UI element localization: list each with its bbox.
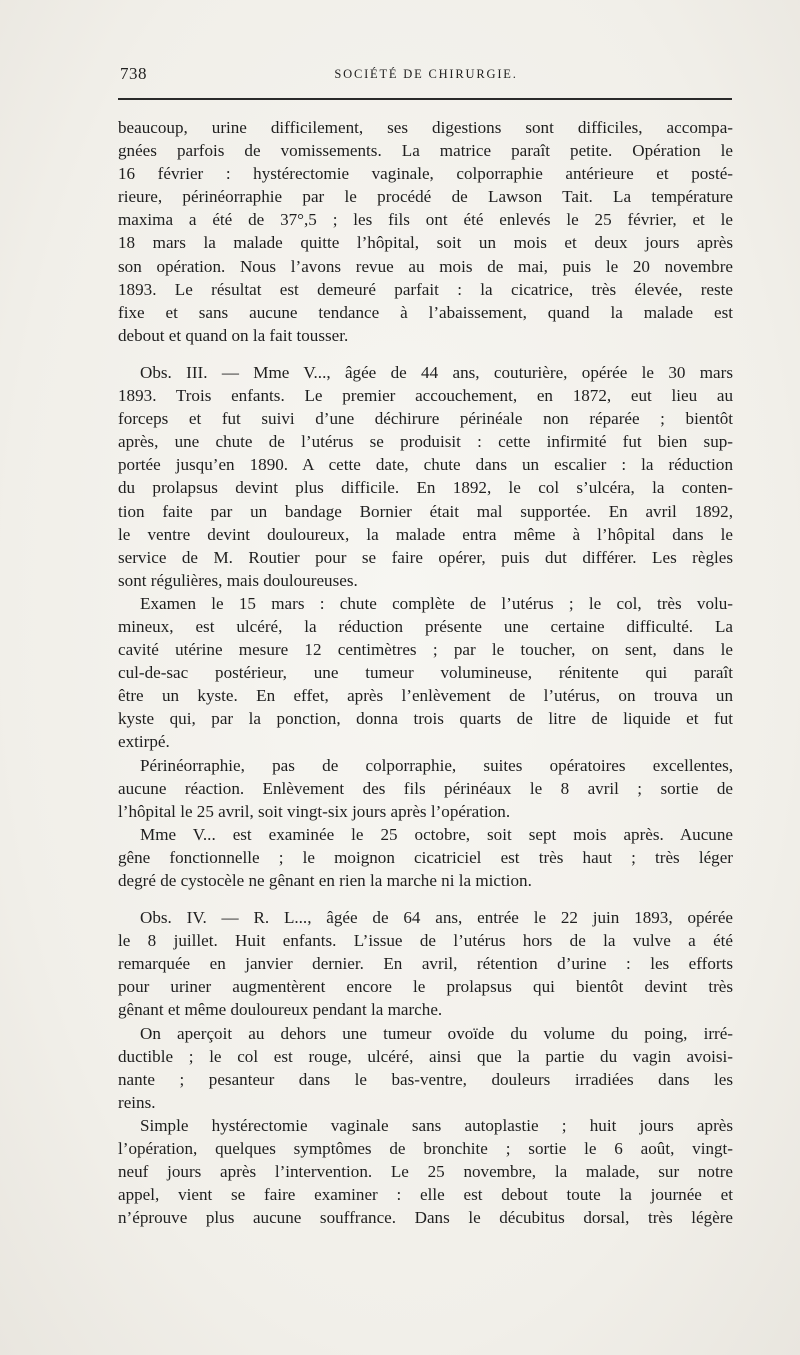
paragraph (118, 1022, 733, 1114)
paragraph-gap (118, 347, 733, 361)
text-line: Obs. III. — Mme V..., âgée de 44 ans, couturière, opérée le 30 mars (140, 362, 733, 382)
text-line: reins. (118, 1092, 156, 1112)
paragraph (118, 361, 733, 592)
text-line: degré de cystocèle ne gênant en rien la marche ni la miction. (118, 871, 532, 890)
running-title: SOCIÉTÉ DE CHIRURGIE. (334, 67, 518, 81)
text-line: gnées parfois de vomissements. La matrice paraît petite. Opération le (118, 141, 733, 161)
header-rule (118, 98, 732, 100)
text-line: nante ; pesanteur dans le bas-ventre, douleurs irradiées dans les (118, 1069, 733, 1089)
text-line: 18 mars la malade quitte l’hôpital, soit un mois et deux jours après (118, 233, 733, 253)
text-line: remarquée en janvier dernier. En avril, rétention d’urine : les efforts (118, 954, 733, 974)
body-text (118, 116, 733, 1229)
paragraph-gap (118, 892, 733, 906)
text-line: tion faite par un bandage Bornier était mal supportée. En avril 1892, (118, 501, 733, 521)
text-line: appel, vient se faire examiner : elle est debout toute la journée et (118, 1185, 733, 1205)
text-line: gêne fonctionnelle ; le moignon cicatriciel est très haut ; très léger (118, 847, 733, 867)
text-line: 1893. Trois enfants. Le premier accouchement, en 1872, eut lieu au (118, 386, 733, 406)
text-line: l’hôpital le 25 avril, soit vingt-six jours après l’opération. (118, 801, 511, 821)
paragraph (118, 592, 733, 754)
text-line: 16 février : hystérectomie vaginale, colporraphie antérieure et posté- (118, 164, 733, 184)
text-line: du prolapsus devint plus difficile. En 1892, le col s’ulcéra, la conten- (118, 478, 733, 498)
page-number: 738 (120, 64, 147, 83)
text-line: aucune réaction. Enlèvement des fils périnéaux le 8 avril ; sortie de (118, 778, 733, 798)
text-line: 1893. Le résultat est demeuré parfait : la cicatrice, très élevée, reste (118, 279, 733, 299)
text-line: Simple hystérectomie vaginale sans autoplastie ; huit jours après (140, 1115, 733, 1135)
paragraph (118, 1114, 733, 1229)
paragraph (118, 823, 733, 892)
paragraph (118, 116, 733, 347)
text-line: portée jusqu’en 1890. A cette date, chute dans un escalier : la réduction (118, 455, 733, 475)
text-line: gênant et même douloureux pendant la marche. (118, 1000, 443, 1020)
text-line: après, une chute de l’utérus se produisit : cette infirmité fut bien sup- (118, 432, 733, 452)
text-line: Obs. IV. — R. L..., âgée de 64 ans, entrée le 22 juin 1893, opérée (140, 908, 733, 928)
text-line: n’éprouve plus aucune souffrance. Dans le décubitus dorsal, très légère (118, 1208, 733, 1228)
text-line: ductible ; le col est rouge, ulcéré, ainsi que la partie du vagin avoisi- (118, 1046, 733, 1066)
text-line: kyste qui, par la ponction, donna trois quarts de litre de liquide et fut (118, 709, 733, 729)
text-line: rieure, périnéorraphie par le procédé de Lawson Tait. La température (118, 187, 733, 207)
text-line: cul-de-sac postérieur, une tumeur volumineuse, rénitente qui paraît (118, 663, 733, 683)
text-line: On aperçoit au dehors une tumeur ovoïde du volume du poing, irré- (140, 1023, 733, 1043)
text-line: le 8 juillet. Huit enfants. L’issue de l’utérus hors de la vulve a été (118, 931, 733, 951)
text-line: maxima a été de 37°,5 ; les fils ont été enlevés le 25 février, et le (118, 210, 733, 230)
text-line: pour uriner augmentèrent encore le prolapsus qui bientôt devint très (118, 977, 733, 997)
text-line: forceps et fut suivi d’une déchirure périnéale non réparée ; bientôt (118, 409, 733, 429)
text-line: l’opération, quelques symptômes de bronchite ; sortie le 6 août, vingt- (118, 1139, 733, 1159)
page-header (120, 64, 732, 90)
text-line: fixe et sans aucune tendance à l’abaissement, quand la malade est (118, 302, 733, 322)
text-line: service de M. Routier pour se faire opérer, puis dut différer. Les règles (118, 547, 733, 567)
text-line: extirpé. (118, 732, 170, 752)
text-line: le ventre devint douloureux, la malade entra même à l’hôpital dans le (118, 524, 733, 544)
text-line: neuf jours après l’intervention. Le 25 novembre, la malade, sur notre (118, 1162, 733, 1182)
text-line: mineux, est ulcéré, la réduction présente une certaine difficulté. La (118, 616, 733, 636)
text-line: Mme V... est examinée le 25 octobre, soit sept mois après. Aucune (140, 824, 733, 844)
text-line: cavité utérine mesure 12 centimètres ; par le toucher, on sent, dans le (118, 640, 733, 660)
text-line: debout et quand on la fait tousser. (118, 325, 349, 345)
text-line: Examen le 15 mars : chute complète de l’utérus ; le col, très volu- (140, 593, 733, 613)
text-line: son opération. Nous l’avons revue au mois de mai, puis le 20 novembre (118, 256, 733, 276)
paragraph (118, 754, 733, 823)
text-line: être un kyste. En effet, après l’enlèvement de l’utérus, on trouva un (118, 686, 733, 706)
text-line: Périnéorraphie, pas de colporraphie, suites opératoires excellentes, (140, 755, 733, 775)
paragraph (118, 906, 733, 1021)
text-line: sont régulières, mais douloureuses. (118, 570, 358, 590)
text-line: beaucoup, urine difficilement, ses digestions sont difficiles, accompa- (118, 118, 733, 137)
